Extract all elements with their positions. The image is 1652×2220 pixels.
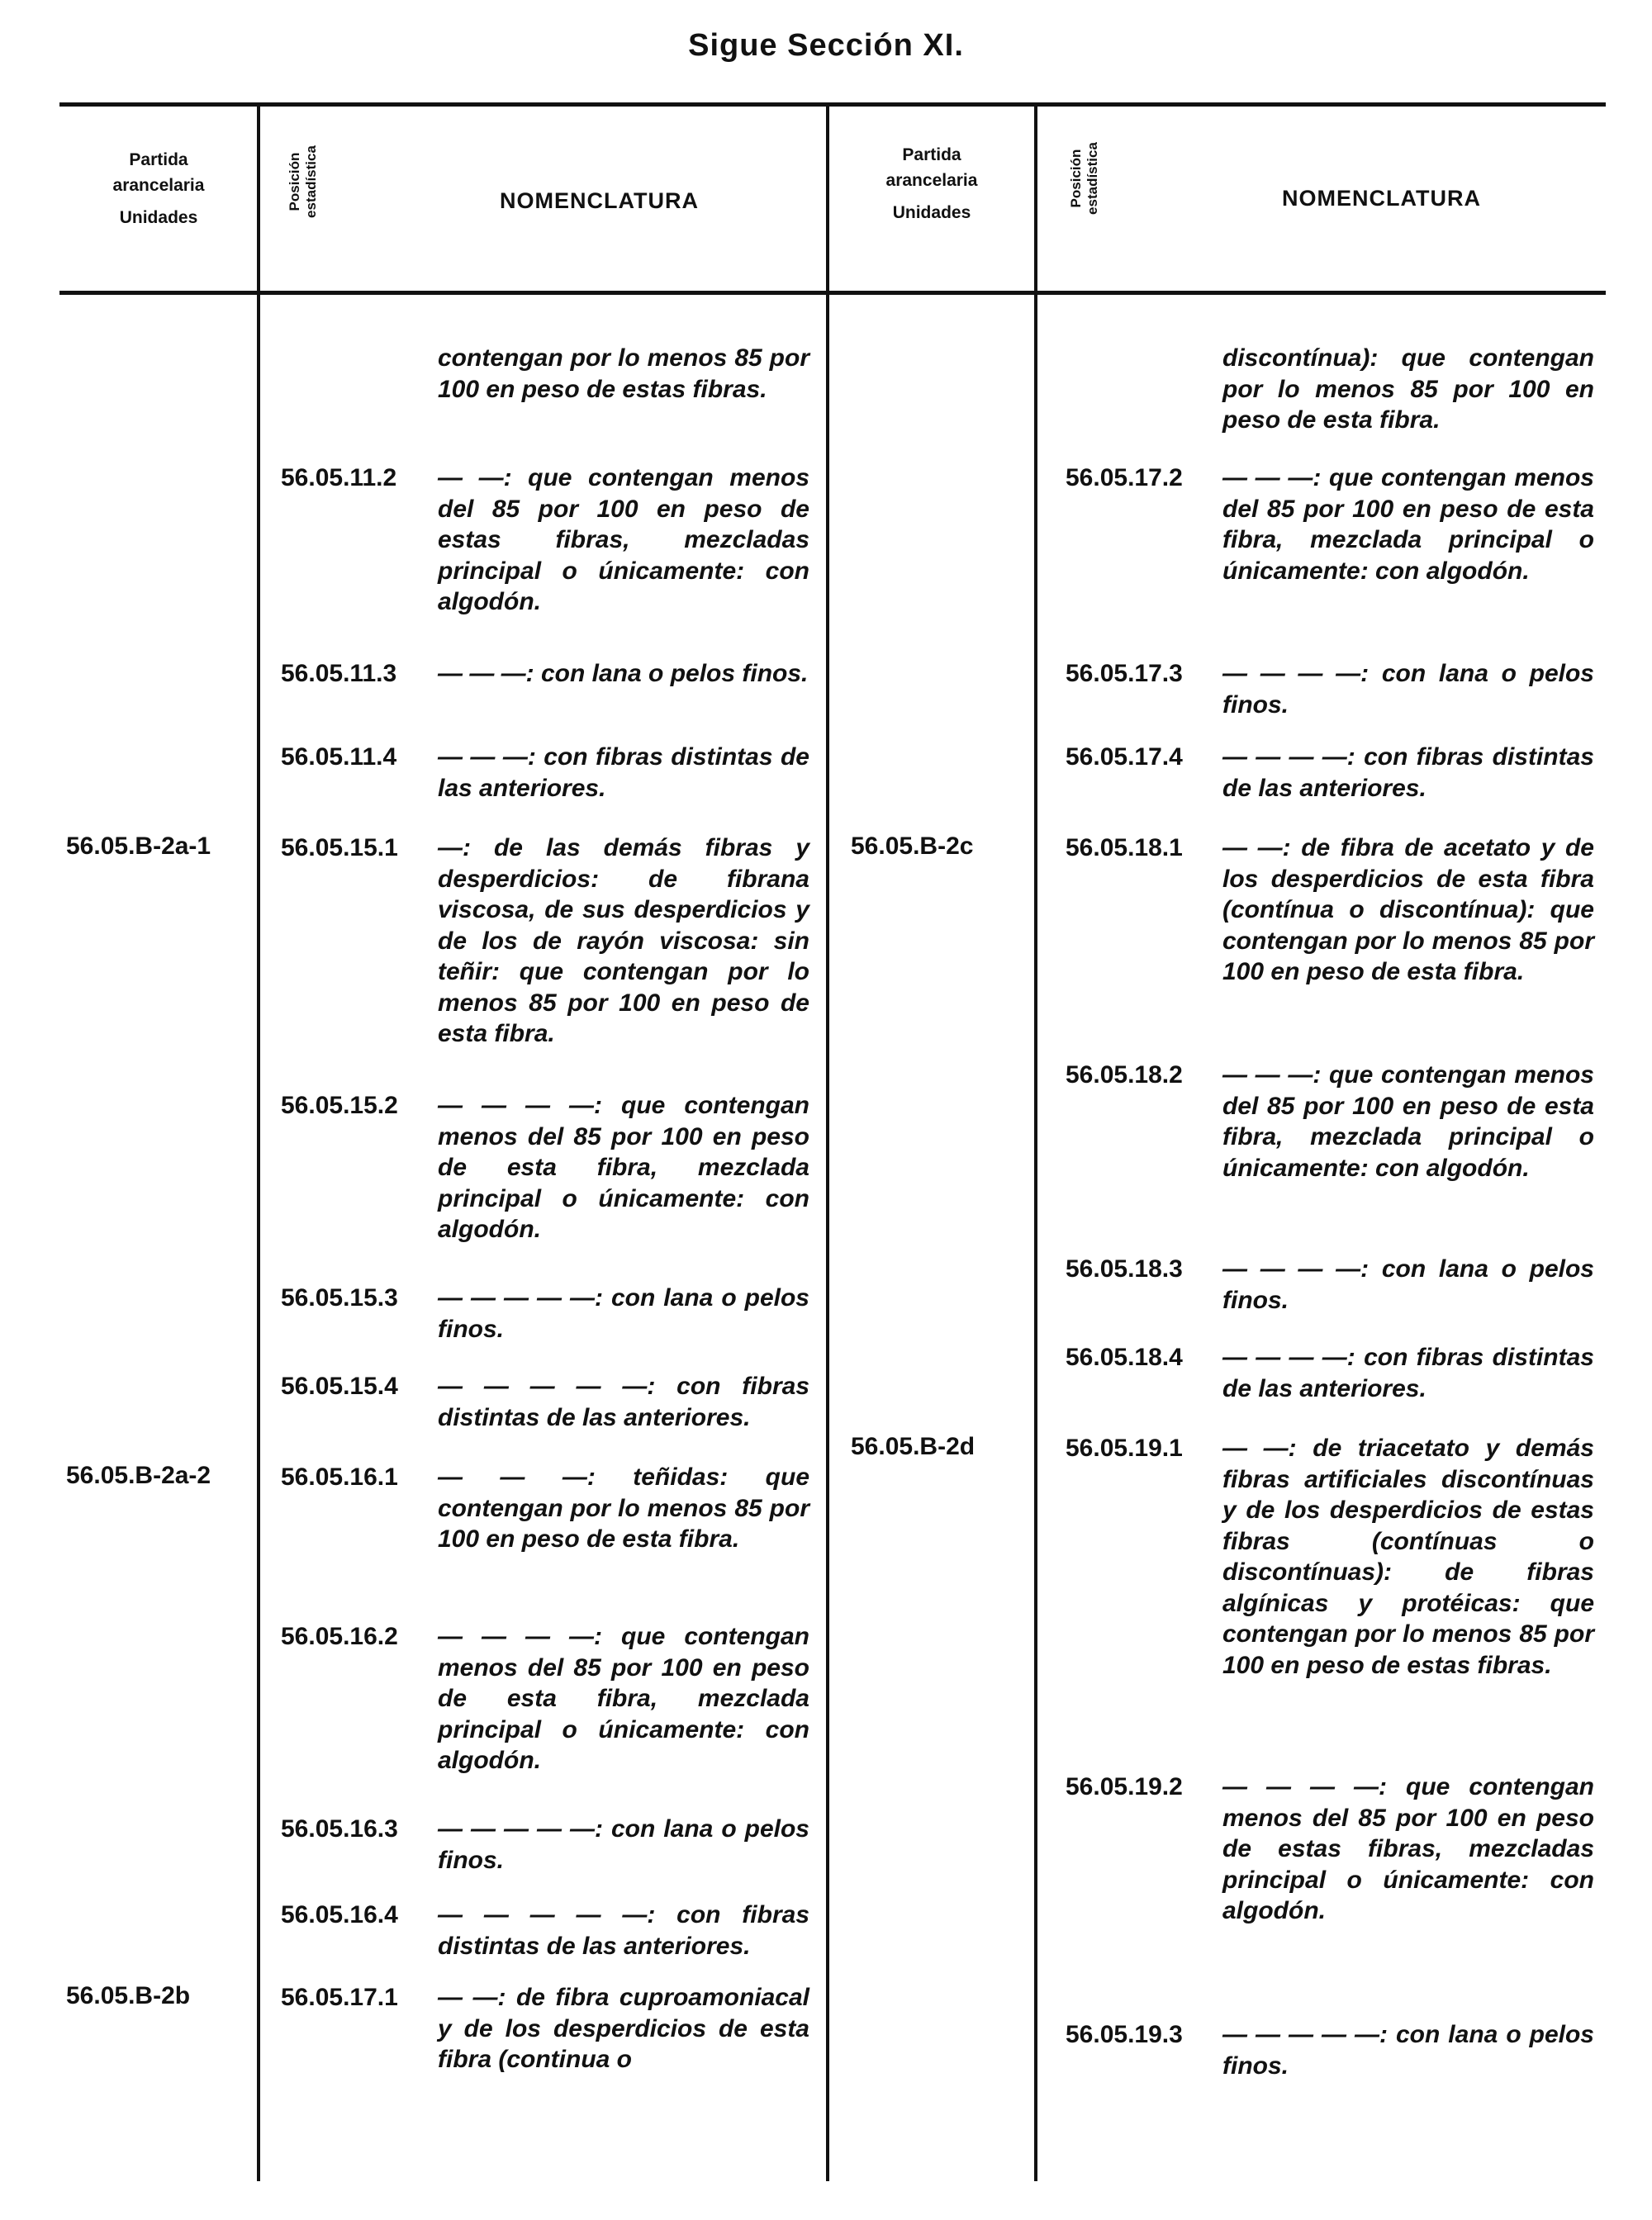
nomenclature-entry xyxy=(281,1814,809,1876)
arancelaria-header-label: arancelaria xyxy=(112,176,205,195)
posicion-header-label: Posición xyxy=(287,152,302,211)
posicion-code: 56.05.16.1 xyxy=(281,1463,398,1491)
nomenclature-entry xyxy=(281,1283,809,1345)
header-top-rule xyxy=(59,102,1606,107)
partida-code: 56.05.B-2b xyxy=(66,1982,191,2009)
header-bottom-rule xyxy=(59,291,1606,295)
nomenclature-entry xyxy=(281,1462,809,1555)
nomenclature-text: — — — —: con fibras distintas de las anteriores. xyxy=(1222,1344,1594,1402)
unidades-header-label: Unidades xyxy=(119,208,198,227)
nomenclature-text: — —: de fibra cuproamoniacal y de los desperdicios de esta fibra (continua o xyxy=(438,1984,809,2073)
nomenclature-text: — — —: teñidas: que contengan por lo menos 85 por 100 en peso de esta fibra. xyxy=(438,1463,809,1553)
page-title: Sigue Sección XI. xyxy=(688,28,964,63)
posicion-code: 56.05.17.4 xyxy=(1066,743,1183,771)
nomenclature-entry xyxy=(281,1900,809,1961)
posicion-code: 56.05.11.2 xyxy=(281,464,397,491)
nomenclature-entry xyxy=(281,658,809,690)
partida-code: 56.05.B-2c xyxy=(851,832,974,860)
posicion-code: 56.05.15.2 xyxy=(281,1092,398,1119)
nomenclature-entry xyxy=(1066,1060,1594,1184)
nomenclature-text: — — — — —: con fibras distintas de las anteriores. xyxy=(438,1901,809,1960)
posicion-code: 56.05.19.3 xyxy=(1066,2021,1183,2048)
posicion-code: 56.05.18.4 xyxy=(1066,1344,1183,1371)
nomenclature-text: — — — —: que contengan menos del 85 por 100 en peso de esta fibra, mezclada principal o únicamente: con algodón. xyxy=(438,1092,809,1243)
nomenclature-entry xyxy=(281,742,809,804)
posicion-code: 56.05.17.1 xyxy=(281,1984,398,2011)
nomenclature-entry xyxy=(1066,1433,1594,1681)
nomenclature-entry xyxy=(1066,1342,1594,1404)
partida-code: 56.05.B-2a-1 xyxy=(66,832,211,860)
nomenclature-entry xyxy=(281,1371,809,1433)
nomenclature-text: — — — — —: con lana o pelos finos. xyxy=(1222,2021,1594,2080)
posicion-header-label: Posición xyxy=(1068,149,1084,208)
nomenclature-entry xyxy=(281,1982,809,2075)
nomenclatura-header-left: NOMENCLATURA xyxy=(500,188,699,213)
nomenclature-text: — —: que contengan menos del 85 por 100 en peso de estas fibras, mezcladas principal o únicamente: con algodón. xyxy=(438,464,809,615)
nomenclature-text: — —: de fibra de acetato y de los desperdicios de esta fibra (contínua o discontínua): que contengan por lo menos 85 por 100 en peso de esta fibra. xyxy=(1222,834,1594,985)
posicion-code: 56.05.15.1 xyxy=(281,834,398,861)
nomenclature-entry xyxy=(281,832,809,1050)
posicion-code: 56.05.18.2 xyxy=(1066,1061,1183,1089)
nomenclature-text: — — — — —: con lana o pelos finos. xyxy=(438,1284,809,1343)
nomenclature-text: — — —: con fibras distintas de las anteriores. xyxy=(438,743,809,802)
posicion-code: 56.05.19.1 xyxy=(1066,1435,1183,1462)
nomenclatura-header-right: NOMENCLATURA xyxy=(1282,186,1481,211)
column-divider-3 xyxy=(1034,104,1037,2181)
nomenclature-text: contengan por lo menos 85 por 100 en peso de estas fibras. xyxy=(438,344,809,403)
nomenclature-text: — — — — —: con lana o pelos finos. xyxy=(438,1815,809,1874)
posicion-code: 56.05.17.3 xyxy=(1066,660,1183,687)
nomenclature-text: — — — —: con lana o pelos finos. xyxy=(1222,660,1594,719)
nomenclature-entry xyxy=(1066,658,1594,720)
posicion-code: 56.05.16.3 xyxy=(281,1815,398,1843)
nomenclature-entry xyxy=(1066,1772,1594,1927)
nomenclature-text: — — — —: que contengan menos del 85 por 100 en peso de estas fibras, mezcladas principal o únicamente: con algodón. xyxy=(1222,1773,1594,1924)
posicion-code: 56.05.15.4 xyxy=(281,1373,398,1400)
nomenclature-entry xyxy=(1066,742,1594,804)
posicion-code: 56.05.18.1 xyxy=(1066,834,1183,861)
nomenclature-entry xyxy=(281,462,809,618)
partida-header-label: Partida xyxy=(129,150,188,169)
nomenclature-text: — — —: que contengan menos del 85 por 100 en peso de esta fibra, mezclada principal o únicamente: con algodón. xyxy=(1222,464,1594,585)
nomenclature-entry xyxy=(1066,1254,1594,1316)
partida-header-right xyxy=(833,142,1031,225)
nomenclature-entry xyxy=(1066,462,1594,586)
nomenclature-entry xyxy=(1066,343,1594,436)
column-divider-1 xyxy=(257,104,260,2181)
unidades-header-label: Unidades xyxy=(892,203,971,222)
column-divider-2 xyxy=(826,104,829,2181)
partida-header-left xyxy=(63,147,254,230)
nomenclature-entry xyxy=(281,1621,809,1776)
nomenclature-text: — — —: que contengan menos del 85 por 100 en peso de esta fibra, mezclada principal o únicamente: con algodón. xyxy=(1222,1061,1594,1182)
partida-code: 56.05.B-2a-2 xyxy=(66,1462,211,1489)
posicion-header-left xyxy=(287,120,320,244)
estadistica-header-label: estadística xyxy=(303,145,319,218)
posicion-code: 56.05.17.2 xyxy=(1066,464,1183,491)
nomenclature-text: — — —: con lana o pelos finos. xyxy=(438,660,809,687)
nomenclature-text: — —: de triacetato y demás fibras artificiales discontínuas y de los desperdicios de estas fibras (contínuas o discontínuas): de fibras algínicas y protéicas: que contengan por lo menos 85 por 100 en peso de estas fibras. xyxy=(1222,1435,1594,1679)
nomenclature-text: — — — —: con fibras distintas de las anteriores. xyxy=(1222,743,1594,802)
posicion-code: 56.05.16.4 xyxy=(281,1901,398,1928)
nomenclature-entry xyxy=(1066,2019,1594,2081)
nomenclature-text: — — — —: con lana o pelos finos. xyxy=(1222,1255,1594,1314)
posicion-code: 56.05.11.4 xyxy=(281,743,397,771)
nomenclature-text: — — — — —: con fibras distintas de las anteriores. xyxy=(438,1373,809,1431)
nomenclature-text: — — — —: que contengan menos del 85 por 100 en peso de esta fibra, mezclada principal o únicamente: con algodón. xyxy=(438,1623,809,1774)
partida-code: 56.05.B-2d xyxy=(851,1433,976,1460)
partida-header-label: Partida xyxy=(902,145,961,164)
nomenclature-text: —: de las demás fibras y desperdicios: de fibrana viscosa, de sus desperdicios y de los de rayón viscosa: sin teñir: que contengan por lo menos 85 por 100 en peso de esta fibra. xyxy=(438,834,809,1047)
posicion-code: 56.05.15.3 xyxy=(281,1284,398,1312)
nomenclature-entry xyxy=(281,343,809,405)
arancelaria-header-label: arancelaria xyxy=(885,171,978,190)
nomenclature-entry xyxy=(1066,832,1594,988)
posicion-header-right xyxy=(1068,116,1101,240)
posicion-code: 56.05.11.3 xyxy=(281,660,397,687)
posicion-code: 56.05.18.3 xyxy=(1066,1255,1183,1283)
nomenclature-text: discontínua): que contengan por lo menos 85 por 100 en peso de esta fibra. xyxy=(1222,344,1594,434)
nomenclature-entry xyxy=(281,1090,809,1245)
posicion-code: 56.05.19.2 xyxy=(1066,1773,1183,1800)
posicion-code: 56.05.16.2 xyxy=(281,1623,398,1650)
estadistica-header-label: estadística xyxy=(1085,142,1100,215)
